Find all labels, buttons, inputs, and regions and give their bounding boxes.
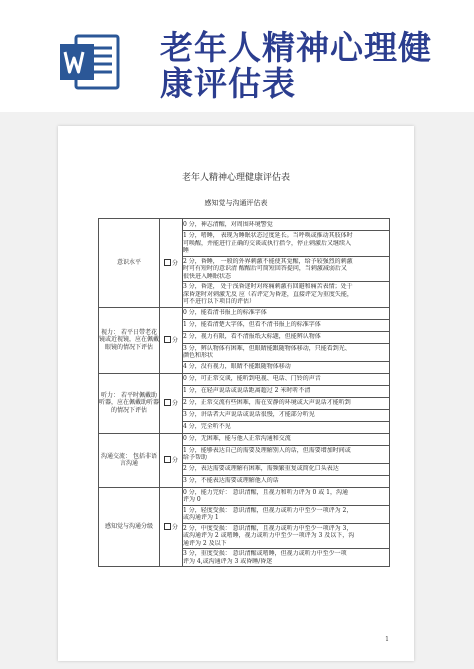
section-label: 沟通交流： 包括非语言沟通 [99,433,160,487]
option-text: 可不进行以下项目的评估） [183,298,256,305]
option-text: 或沟通评为 1 [183,514,219,521]
score-unit-label: 分 [171,456,178,464]
table-row [99,433,390,445]
option-cell [183,282,390,308]
option-cell [183,231,390,257]
option-text: 0 分，无困难，能与他人正常沟通和交流 [183,435,291,443]
checkbox-icon[interactable] [164,399,171,406]
option-cell [183,361,390,373]
option-cell [183,463,390,475]
option-text: 评为 4,或沟通评为 3 或昏睡/昏迷 [183,557,273,565]
option-cell [183,433,390,445]
option-text: 1 分，在轻声说话或说话距离超过 2 米时听不清 [183,387,311,395]
option-cell [183,549,390,567]
option-text: 1 分，能看清楚大字体，但看不清书报上的标准字体 [183,321,321,329]
score-cell[interactable] [160,307,183,373]
checkbox-icon[interactable] [164,259,171,266]
score-cell[interactable] [160,373,183,433]
option-text: 可唤醒，并能进行正确的交谈或执行指令，停止刺激后又继续入 [183,239,352,247]
checkbox-icon[interactable] [164,456,171,463]
option-cell [183,445,390,463]
option-text: 2 分，视力有限，看不清报纸大标题，但能辨认物体 [183,333,321,341]
option-text: 0 分，能看清书报上的标准字体 [183,309,267,317]
option-text: 3 分，讲话者大声说话或说话很慢，才能部分听见 [183,411,315,419]
option-text: 4 分，完全听不见 [183,423,231,431]
section-label: 听力： 若平时佩戴助听器，应在佩戴助听器的情况下评估 [99,373,160,433]
section-label: 视力： 若平日带老花镜或近视镜，应在佩戴眼镜的情况下评估 [99,307,160,373]
option-text: 很快进入睡眠状态 [183,272,232,280]
option-cell [183,421,390,433]
option-text: 2 分，表达需要或理解有困难，需频繁重复或简化口头表达 [183,465,339,473]
banner-title-line-1: 老年人精神心理健 [160,28,432,67]
option-cell [183,343,390,361]
option-text: 2 分，昏睡， 一般的外界刺激不能使其觉醒，给予较强烈的刺激 [183,257,353,265]
option-cell [183,487,390,505]
score-cell[interactable] [160,219,183,308]
option-text: 1 分，嗜睡， 表现为睡眠状态过度延长。当呼唤或推动其肢体时 [183,232,353,239]
table-row [99,487,390,505]
assessment-table [98,218,390,567]
table-row [99,219,390,231]
option-text: 深昏迷时对刺激无反 应（若评定为昏迷，直接评定为重度失能， [183,290,353,298]
option-text: 4 分，没有视力，眼睛不能跟随物体移动 [183,363,291,371]
section-label: 意识水平 [99,219,160,308]
option-cell [183,475,390,487]
option-text: 1 分，轻度受损： 意识清醒，但视力或听力中至少一项评为 2， [183,506,353,514]
option-cell [183,397,390,409]
option-text: 3 分，重度受损： 意识清醒或嗜睡，但视力或听力中至少一项 [183,550,347,557]
option-text: 评为 0 [183,496,201,503]
option-text: 3 分，昏迷， 处于浅昏迷时对疼痛刺激有回避和痛苦表情；处于 [183,283,353,290]
option-text: 0 分，神志清醒，对周围环境警觉 [183,220,273,228]
option-cell [183,307,390,319]
score-unit-label: 分 [171,259,178,267]
score-unit-label: 分 [171,399,178,407]
option-text: 3 分，不能表达需要或理解他人的话 [183,477,279,485]
option-text: 给予帮助 [183,454,208,461]
checkbox-icon[interactable] [164,523,171,530]
option-cell [183,219,390,231]
table-row [99,307,390,319]
option-text: 3 分，辨认物体有困难，但眼睛能跟随物体移动，只能看到光、 [183,344,351,352]
option-cell [183,331,390,343]
option-text: 2 分，中度受损： 意识清醒，且视力或听力中至少一项评为 3， [183,524,353,532]
option-text: 通评为 2 及以下 [183,539,227,547]
option-cell [183,373,390,385]
banner [0,0,474,122]
option-text: 颜色和形状 [183,352,214,359]
option-cell [183,505,390,523]
option-cell [183,409,390,421]
score-cell[interactable] [160,487,183,567]
score-unit-label: 分 [171,523,178,531]
score-cell[interactable] [160,433,183,487]
option-text: 0 分，能力完好： 意识清醒，且视力和听力评为 0 或 1，沟通 [183,488,348,496]
document-title: 老年人精神心理健康评估表 [181,173,290,183]
option-cell [183,319,390,331]
score-unit-label: 分 [171,336,178,344]
option-text: 时可有短时的意识清 醒醒后可简短回答提问，当刺激减弱后又 [183,265,347,272]
option-text: 或沟通评为 2 或嗜睡，视力或听力中至少一项评为 3 及以下，沟 [183,532,355,539]
option-cell [183,523,390,549]
option-cell [183,385,390,397]
document-preview-area [0,112,474,669]
option-text: 2 分，正常交流有些困难，需在安静的环境或大声说话才能听到 [183,399,351,407]
document-page [58,126,414,661]
banner-title-line-2: 康评估表 [160,64,296,103]
page-number: 1 [385,636,389,643]
option-cell [183,256,390,282]
option-text: 1 分，能够表达自己的需要及理解别人的话，但需要增加时间或 [183,446,351,454]
word-icon [58,30,122,94]
document-subtitle: 感知觉与沟通评估表 [204,199,268,207]
checkbox-icon[interactable] [164,336,171,343]
option-text: 0 分，可正常交谈，能听到电视、电话、门铃的声音 [183,375,321,383]
table-row [99,373,390,385]
section-label: 感知觉与沟通分级 [99,487,160,567]
option-text: 睡 [183,247,190,254]
